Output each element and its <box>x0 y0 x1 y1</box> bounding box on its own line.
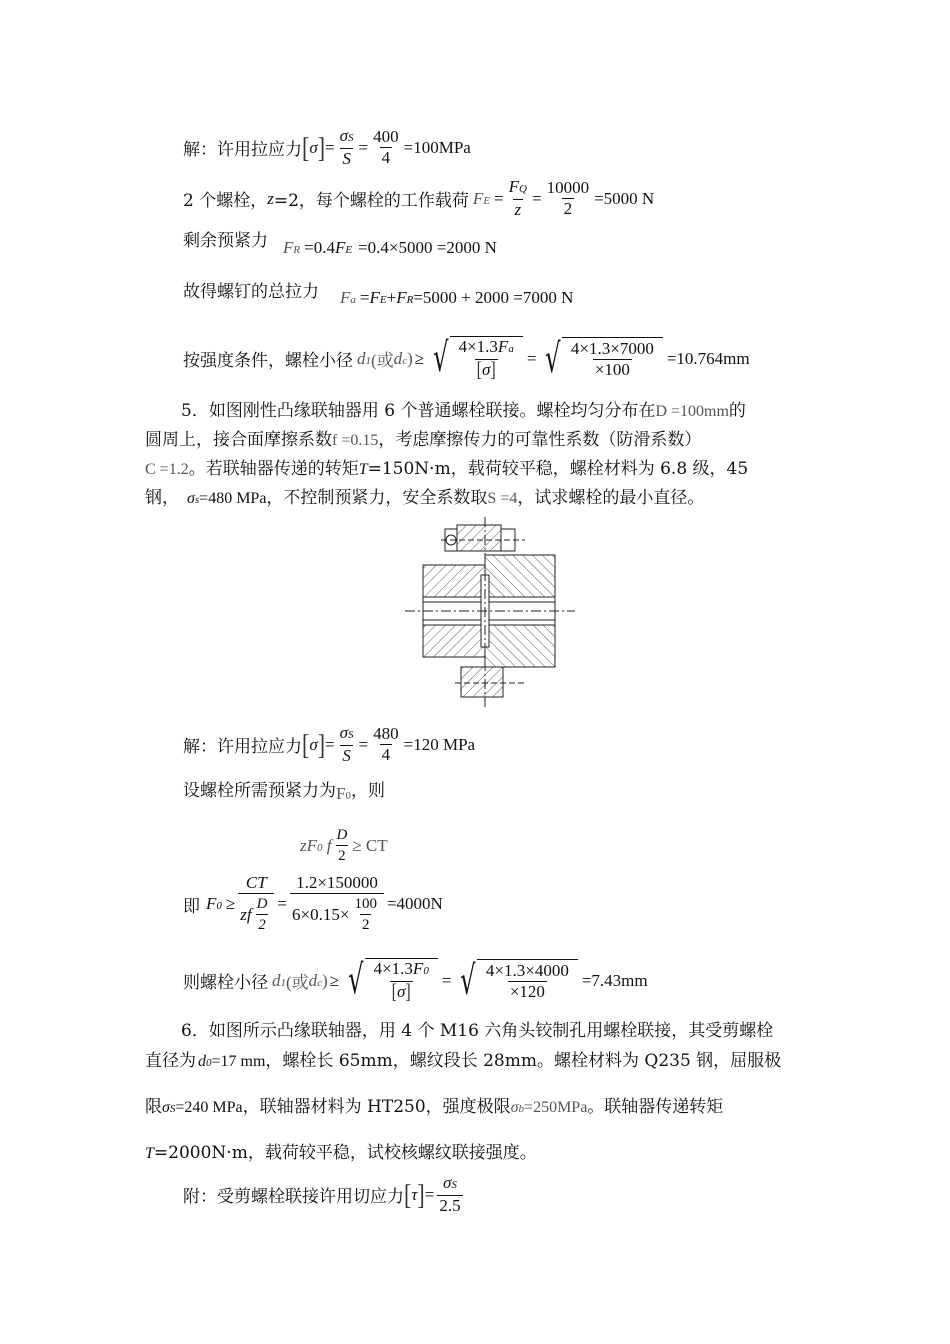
p5-line3b: =150N·m，载荷较平稳，螺栓材料为 6.8 级，45 <box>367 459 749 479</box>
problem-5-text: 5．如图刚性凸缘联轴器用 6 个普通螺栓联接。螺栓均匀分布在D =100mm的 圆周上，接合面摩擦系数f =0.15，考虑摩擦传力的可靠性系数（防滑系数） C =1.2。若联轴器传递的转矩T=150N·m，载荷较平稳，螺栓材料为 6.8 级，45 钢， σs=480 MPa，不控制预紧力，安全系数取S =4，试求螺栓的最小直径。 <box>145 401 749 508</box>
coupling-drawing <box>395 517 585 707</box>
value-7000n: =5000 + 2000 =7000 N <box>413 288 574 307</box>
p5-line1: 5．如图刚性凸缘联轴器用 6 个普通螺栓联接。螺栓均匀分布在 <box>181 401 656 421</box>
p6-sigma-s-value: =240 MPa <box>175 1099 243 1116</box>
sol-b-minor-diameter: 则螺栓小径 d1 (或 dc ) ≥ √ $\frac{4\times 1.3F0}{[\sigma]}$ = √ $\frac{4\times 1.3\times 4000}{\times 120}$ =7.43mm <box>183 957 648 1004</box>
p6-line3a: 限 <box>145 1097 162 1117</box>
sol-b-allowable-stress: 解：许用拉应力 [ σ ] = $\frac{\sigma S}{S}$ = $\frac{480}{4}$ =120 MPa <box>183 723 476 765</box>
p5-line2a: 圆周上，接合面摩擦系数 <box>145 430 332 450</box>
value-10764mm: =10.764mm <box>666 348 750 368</box>
frac-sigma-s-over-2-5: $\frac{\sigma S}{2.5}$ <box>439 1173 461 1215</box>
text-strength-prefix: 按强度条件，螺栓小径 <box>183 351 353 371</box>
text-minor-prefix: 则螺栓小径 <box>183 973 268 993</box>
value-4000n: =4000N <box>386 894 443 913</box>
p6-line3c: 。联轴器传递转矩 <box>587 1097 724 1117</box>
p5-line3a: 。若联轴器传递的转矩 <box>188 459 359 479</box>
frac-fq-over-z: $\frac{FQ}{z}$ <box>508 177 527 219</box>
p6-line1: 6．如图所示凸缘联轴器，用 4 个 M16 六角头铰制孔用螺栓联接，其受剪螺栓 <box>181 1021 774 1041</box>
p6-sigma-b-value: =250MPa <box>524 1099 588 1116</box>
sol-a-fa-formula: Fa = FE + FR =5000 + 2000 =7000 N <box>340 288 574 307</box>
p6-d0-value: =17 mm <box>211 1053 266 1070</box>
text-residual-prefix: 剩余预紧力 <box>183 231 268 251</box>
p5-line4c: ，试求螺栓的最小直径。 <box>517 488 705 508</box>
p5-s-value: S =4 <box>487 490 518 507</box>
value-100mpa: =100MPa <box>403 137 471 157</box>
sol-a-allowable-stress: 解：许用拉应力 [ σ ] = $\frac{\sigma S}{S}$ = $\frac{400}{4}$ =100MPa <box>183 126 471 168</box>
p6-appendix-prefix: 附：受剪螺栓联接许用切应力 <box>183 1187 404 1207</box>
value-120mpa: =120 MPa <box>403 734 476 754</box>
sqrt-expr-2: √ $\frac{4\times 1.3\times 7000}{\times 100}$ <box>540 337 662 381</box>
sol-a-residual-preload <box>183 226 268 251</box>
p5-line1-end: 的 <box>728 401 746 421</box>
p6-appendix: 附：受剪螺栓联接许用切应力 [ τ ] = $\frac{\sigma S}{2.5}$ <box>183 1173 461 1215</box>
value-5000n: =5000 N <box>594 188 655 208</box>
p5-c-value: C =1.2 <box>145 461 189 478</box>
p6-line2a: 直径为 <box>145 1051 196 1071</box>
value-743mm: =7.43mm <box>581 970 648 990</box>
sol-a-fr-formula: FR =0.4 FE =0.4×5000 =2000 N <box>283 238 497 257</box>
p6-line2b: ，螺栓长 65mm，螺纹段长 28mm。螺栓材料为 Q235 钢，屈服极 <box>265 1051 782 1071</box>
p6-t-symbol: T <box>145 1145 154 1162</box>
problem-6-text: 6．如图所示凸缘联轴器，用 4 个 M16 六角头铰制孔用螺栓联接，其受剪螺栓 直径为 d0=17 mm，螺栓长 65mm，螺纹段长 28mm。螺栓材料为 Q235 钢，屈服极 限σS=240 MPa，联轴器材料为 HT250，强度极限σb=250MPa。联轴器传递转矩 T=2000N·m，载荷较平稳，试校核螺纹联接强度。 <box>145 1021 782 1163</box>
bolt-top-section <box>457 525 501 551</box>
p6-line4: =2000N·m，载荷较平稳，试校核螺纹联接强度。 <box>153 1143 537 1163</box>
sol-a-minor-diameter: 按强度条件，螺栓小径 d1 (或 dc ) ≥ √ $\frac{4\times 1.3Fa}{[\sigma]}$ = √ $\frac{4\times 1.3\times 7000}{\times 100}$ =10.764mm <box>183 335 750 382</box>
text-total-prefix: 故得螺钉的总拉力 <box>183 282 319 302</box>
bolt-bottom-section <box>461 667 503 697</box>
p6-line3b: ，联轴器材料为 HT250，强度极限 <box>242 1097 511 1117</box>
frac-400-over-4: $\frac{400}{4}$ <box>373 127 399 167</box>
text-allowable-prefix-b: 解：许用拉应力 <box>183 737 302 757</box>
text-two-bolts: 2 个螺栓， <box>183 191 268 211</box>
p5-t-symbol: T <box>358 461 368 478</box>
sol-b-preload: 设螺栓所需预紧力为 F0 ，则 <box>183 772 385 804</box>
sol-b-f0-result: 即 F0 ≥ CT zf $\frac{D}{2}$ = 1.2×150000 6×0.15× $\frac{100}{2}$ =4000N <box>183 873 443 933</box>
text-preload-prefix: 设螺栓所需预紧力为 <box>183 780 336 801</box>
sqrt-expr-1: √ $\frac{4\times 1.3Fa}{[\sigma]}$ <box>428 336 523 381</box>
p5-line4b: ，不控制预紧力，安全系数取 <box>266 488 488 508</box>
sol-a-total-tension <box>183 277 319 302</box>
frac-sigma-s-over-s: $\frac{\sigma S}{S}$ <box>339 126 354 168</box>
p5-f-value: f =0.15 <box>332 432 379 449</box>
text-ji: 即 <box>183 896 200 917</box>
text-ineq-right: ≥ CT <box>352 835 388 855</box>
sol-a-work-load: 2 个螺栓， z =2，每个螺栓的工作载荷 FE = $\frac{FQ}{z}$ = $\frac{10000}{2}$ =5000 N <box>183 177 655 219</box>
p5-line4a: 钢， <box>145 488 179 508</box>
p5-d-value: D =100mm <box>655 403 729 420</box>
frac-10000-over-2: $\frac{10000}{2}$ <box>546 178 590 218</box>
value-2000n: =0.4×5000 =2000 N <box>358 238 497 257</box>
frac-ct-over-zfd2: CT zf $\frac{D}{2}$ <box>238 873 274 935</box>
p5-line2b: ，考虑摩擦传力的可靠性系数（防滑系数） <box>378 430 702 450</box>
text-allowable-prefix: 解：许用拉应力 <box>183 140 302 160</box>
text-z-eq: =2，每个螺栓的工作载荷 <box>273 191 469 211</box>
frac-numeric-f0: 1.2×150000 6×0.15× $\frac{100}{2}$ <box>290 873 384 935</box>
text-preload-then: ，则 <box>350 780 385 801</box>
symbol-z: z <box>267 188 274 208</box>
p5-sigma-s-value: =480 MPa <box>199 490 267 507</box>
sol-b-inequality: zF0 f $\frac{D}{2}$ ≥ CT <box>300 827 388 864</box>
